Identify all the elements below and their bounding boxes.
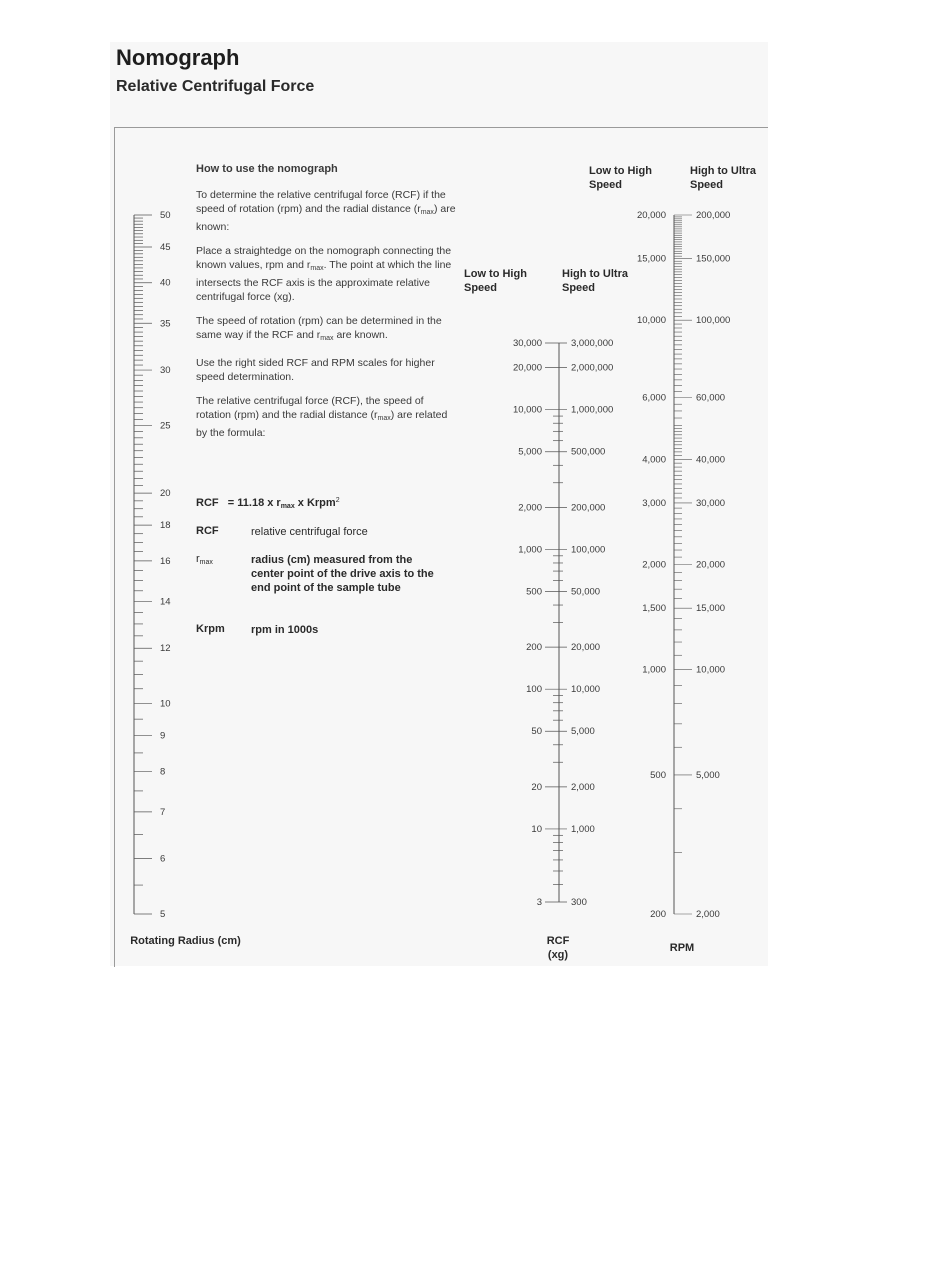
- rcf-low-tick-label: 2,000: [518, 502, 542, 514]
- rpm-high-tick-label: 30,000: [696, 497, 726, 509]
- rcf-high-tick-label: 1,000: [571, 823, 595, 835]
- rcf-high-tick-label: 500,000: [571, 446, 606, 458]
- rpm-low-tick-label: 1,000: [642, 664, 666, 676]
- rcf-high-tick-label: 300: [571, 897, 587, 908]
- rcf-high-tick-label: 3,000,000: [571, 338, 614, 349]
- page-subtitle: Relative Centrifugal Force: [116, 78, 315, 95]
- rpm-high-speed-header: High to Ultra Speed: [690, 165, 756, 191]
- radius-tick-label: 25: [160, 420, 171, 432]
- radius-tick-label: 5: [160, 909, 166, 920]
- instructions-heading: How to use the nomograph: [196, 163, 338, 175]
- instructions-paragraph-2: Place a straightedge on the nomograph connecting the known values, rpm and $r_{max}$. The point at which the line intersects the RCF axis is the approximate relative centrifugal force (xg).: [196, 245, 452, 303]
- instructions-paragraph-1: To determine the relative centrifugal force (RCF) if the speed of rotation (rpm) and the radial distance $(r_{max})$ are known:: [196, 189, 456, 233]
- rcf-low-tick-label: 50: [531, 726, 542, 738]
- rcf-high-tick-label: 50,000: [571, 586, 601, 598]
- rpm-low-tick-label: 4,000: [642, 454, 666, 466]
- rpm-high-tick-label: 15,000: [696, 603, 726, 615]
- rcf-high-tick-label: 100,000: [571, 544, 606, 556]
- rcf-low-tick-label: 10: [531, 823, 542, 835]
- rpm-low-tick-label: 3,000: [642, 497, 666, 509]
- rcf-high-tick-label: 20,000: [571, 642, 601, 654]
- rpm-high-tick-label: 2,000: [696, 909, 720, 920]
- rpm-low-tick-label: 20,000: [636, 210, 666, 221]
- rpm-high-tick-label: 60,000: [696, 392, 726, 404]
- rcf-high-tick-label: 2,000,000: [571, 362, 614, 374]
- rpm-low-tick-label: 15,000: [636, 253, 666, 265]
- rpm-high-tick-label: 200,000: [696, 210, 731, 221]
- rcf-high-tick-label: 5,000: [571, 726, 595, 738]
- rpm-high-tick-label: 10,000: [696, 664, 726, 676]
- rcf-low-tick-label: 5,000: [518, 446, 542, 458]
- radius-tick-label: 30: [160, 365, 171, 377]
- radius-tick-label: 10: [160, 698, 171, 710]
- rpm-high-tick-label: 5,000: [696, 769, 720, 781]
- radius-tick-label: 50: [160, 210, 171, 221]
- radius-axis-label: Rotating Radius (cm): [130, 935, 241, 947]
- rpm-low-speed-header: Low to High Speed: [589, 165, 652, 191]
- rcf-high-tick-label: 1,000,000: [571, 404, 614, 416]
- rcf-low-tick-label: 100: [526, 684, 542, 696]
- radius-tick-label: 9: [160, 730, 166, 742]
- instructions-paragraph-4: Use the right sided RCF and RPM scales for higher speed determination.: [196, 357, 435, 383]
- rcf-low-tick-label: 200: [526, 642, 542, 654]
- radius-tick-label: 45: [160, 241, 171, 253]
- rpm-low-tick-label: 2,000: [642, 559, 666, 571]
- formula-equation: RCF = 11.18 x $r_{max}$ x Krpm$^2$: [196, 497, 340, 510]
- radius-tick-label: 40: [160, 277, 171, 289]
- rpm-low-tick-label: 1,500: [642, 603, 666, 615]
- rcf-low-tick-label: 3: [536, 897, 542, 908]
- radius-tick-label: 7: [160, 806, 166, 818]
- rcf-low-tick-label: 20,000: [512, 362, 542, 374]
- rcf-low-speed-header: Low to High Speed: [464, 268, 527, 294]
- rpm-low-tick-label: 200: [650, 909, 666, 920]
- instructions-paragraph-3: The speed of rotation (rpm) can be determined in the same way if the RCF and $r_{max}$ are known.: [196, 315, 442, 342]
- rcf-high-tick-label: 10,000: [571, 684, 601, 696]
- rpm-low-tick-label: 10,000: [636, 315, 666, 327]
- radius-tick-label: 18: [160, 520, 171, 532]
- rpm-axis-label: RPM: [669, 942, 695, 954]
- rcf-low-tick-label: 10,000: [512, 404, 542, 416]
- rcf-low-tick-label: 1,000: [518, 544, 542, 556]
- rcf-high-tick-label: 2,000: [571, 781, 595, 793]
- instructions-paragraph-5: The relative centrifugal force (RCF), the speed of rotation (rpm) and the radial distance $(r_{max})$ are related by the formula:: [196, 395, 448, 439]
- radius-tick-label: 8: [160, 766, 166, 778]
- rpm-high-tick-label: 20,000: [696, 559, 726, 571]
- radius-tick-label: 35: [160, 318, 171, 330]
- radius-tick-label: 6: [160, 853, 166, 865]
- rcf-high-tick-label: 200,000: [571, 502, 606, 514]
- rcf-low-tick-label: 20: [531, 781, 542, 793]
- radius-tick-label: 12: [160, 643, 171, 655]
- radius-tick-label: 20: [160, 488, 171, 500]
- page-title: Nomograph: [116, 45, 240, 70]
- radius-tick-label: 16: [160, 555, 171, 567]
- rpm-low-tick-label: 6,000: [642, 392, 666, 404]
- rcf-high-speed-header: High to Ultra Speed: [562, 268, 628, 294]
- rcf-axis-label: RCF (xg): [546, 935, 570, 961]
- rpm-high-tick-label: 100,000: [696, 315, 731, 327]
- rcf-low-tick-label: 30,000: [512, 338, 542, 349]
- rcf-low-tick-label: 500: [526, 586, 542, 598]
- rpm-low-tick-label: 500: [650, 769, 666, 781]
- rpm-high-tick-label: 150,000: [696, 253, 731, 265]
- rpm-high-tick-label: 40,000: [696, 454, 726, 466]
- radius-tick-label: 14: [160, 596, 171, 608]
